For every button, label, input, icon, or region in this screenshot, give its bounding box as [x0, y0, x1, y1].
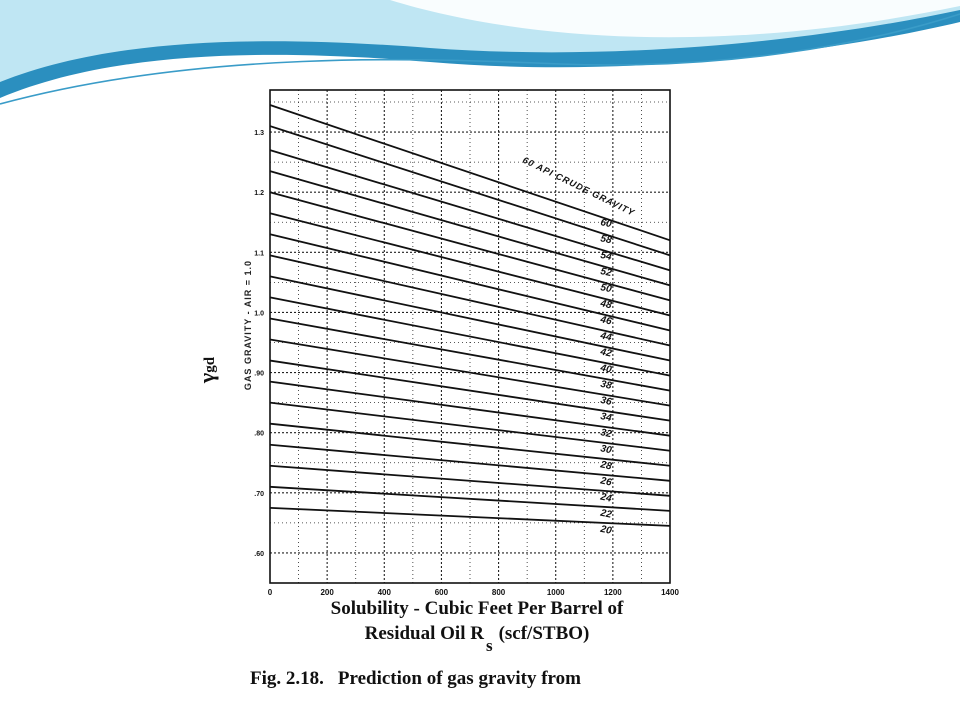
series-label-32: 32 [599, 427, 613, 441]
series-label-42: 42 [599, 346, 613, 360]
series-label-24: 24 [599, 491, 613, 505]
y-tick-label: 1.0 [254, 310, 264, 318]
series-label-52: 52 [599, 266, 613, 280]
series-label-58: 58 [599, 233, 613, 247]
x-axis-label [262, 596, 692, 655]
y-tick-label: .90 [254, 370, 264, 378]
series-label-28: 28 [599, 459, 613, 473]
y-axis-label: GAS GRAVITY - AIR = 1.0 [243, 259, 253, 391]
x-tick-label: 0 [267, 588, 273, 597]
series-label-26: 26 [599, 475, 613, 489]
x-tick-label: 1400 [661, 588, 679, 597]
x-tick-label: 800 [491, 588, 506, 597]
x-tick-label: 400 [377, 588, 391, 597]
x-tick-label: 200 [320, 588, 334, 597]
series-label-54: 54 [599, 249, 613, 263]
series-label-20: 20 [599, 523, 613, 537]
series-label-22: 22 [599, 507, 613, 521]
x-tick-label: 1000 [546, 588, 565, 597]
series-label-60: 60 [599, 217, 613, 231]
y-tick-label: 1.1 [254, 250, 264, 258]
series-label-38: 38 [599, 378, 613, 392]
series-label-40: 40 [599, 362, 613, 376]
series-label-30: 30 [599, 443, 613, 457]
x-tick-label: 1200 [603, 588, 622, 597]
y-tick-label: 1.3 [254, 130, 264, 138]
label-layer [254, 130, 679, 597]
legend-title: 60 API CRUDE GRAVITY [521, 154, 637, 218]
y-tick-label: .60 [254, 550, 264, 558]
series-label-50: 50 [599, 282, 613, 296]
series-label-34: 34 [599, 411, 613, 425]
y-axis-symbol: γgd [194, 356, 219, 384]
y-tick-label: .80 [254, 430, 264, 438]
x-tick-label: 600 [434, 588, 449, 597]
figure-caption [250, 668, 581, 690]
x-axis-label-line2: Residual Oil Rs(scf/STBO) [364, 623, 590, 655]
y-tick-label: .70 [254, 490, 264, 498]
series-label-46: 46 [599, 314, 613, 328]
series-label-44: 44 [599, 330, 613, 344]
series-label-48: 48 [599, 298, 613, 312]
figure-number: Fig. 2.18. [250, 668, 324, 689]
series-label-36: 36 [599, 394, 613, 408]
y-tick-label: 1.2 [254, 190, 264, 198]
x-axis-label-line1: Solubility - Cubic Feet Per Barrel of [330, 598, 624, 619]
figure-caption-text: Prediction of gas gravity from [337, 668, 581, 689]
